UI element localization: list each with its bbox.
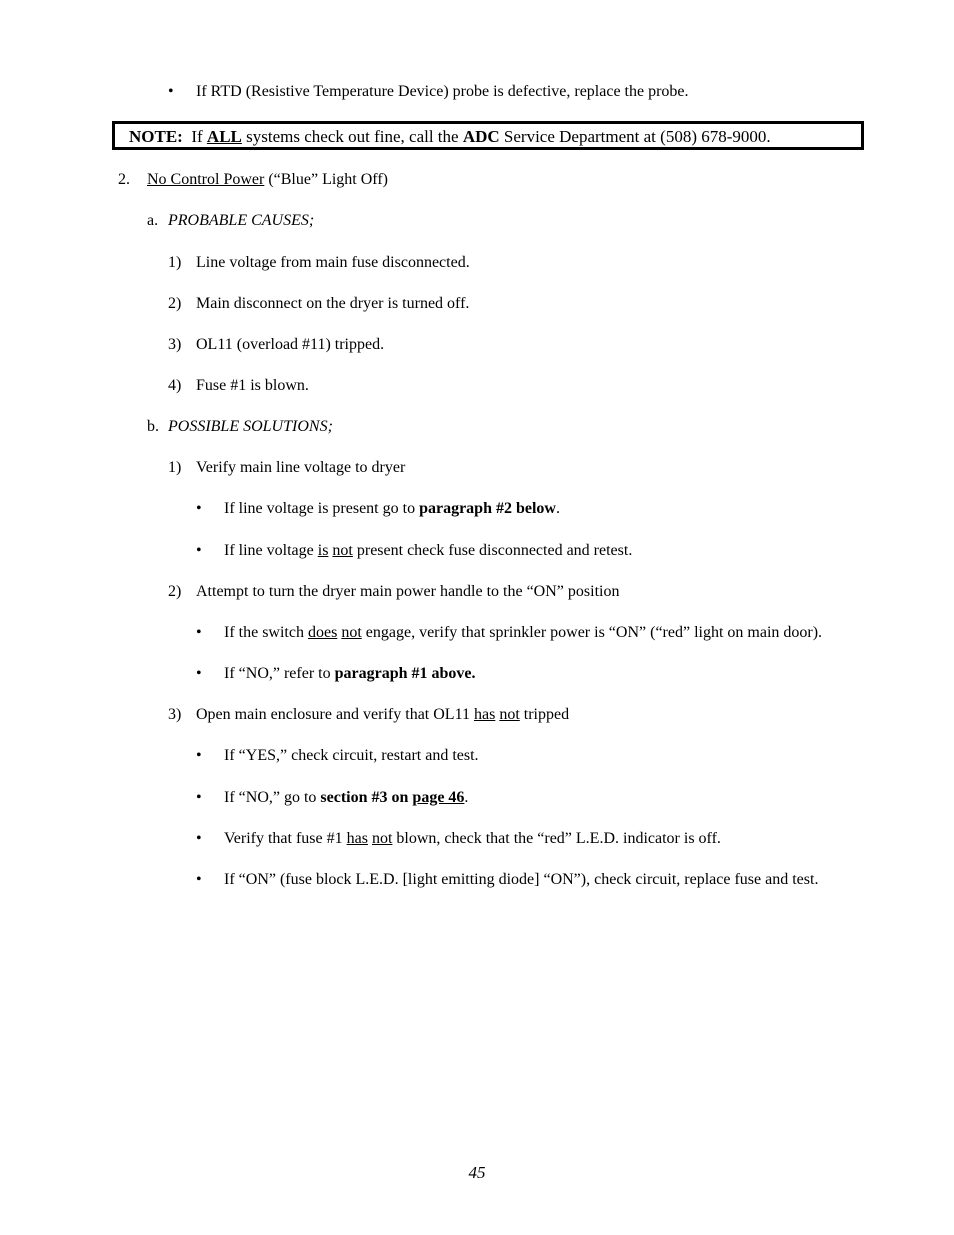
bullet-icon: • — [196, 789, 202, 806]
note-mid: systems check out fine, call the — [246, 127, 459, 146]
solutions-title: POSSIBLE SOLUTIONS; — [168, 418, 333, 435]
causes-title: PROBABLE CAUSES; — [168, 212, 315, 229]
bullet-icon: • — [168, 83, 174, 100]
cause-4-num: 4) — [168, 377, 182, 394]
solution-3-bullet-3: Verify that fuse #1 has not blown, check that the “red” L.E.D. indicator is off. — [224, 830, 721, 847]
note-text — [129, 127, 771, 147]
solution-3-bullet-2: If “NO,” go to section #3 on page 46. — [224, 789, 469, 806]
paragraph-1-ref: paragraph #1 above. — [334, 665, 476, 682]
section-number: 2. — [118, 171, 130, 188]
bullet-icon: • — [196, 747, 202, 764]
solutions-letter: b. — [147, 418, 159, 435]
rtd-probe-bullet: If RTD (Resistive Temperature Device) probe is defective, replace the probe. — [196, 83, 689, 100]
solution-3-text: Open main enclosure and verify that OL11 has not tripped — [196, 706, 570, 723]
solution-3-num: 3) — [168, 706, 182, 723]
solution-1-bullet-2: If line voltage is not present check fuse disconnected and retest. — [224, 542, 633, 559]
section-title — [147, 170, 388, 190]
note-adc: ADC — [462, 127, 500, 146]
bullet-icon: • — [196, 830, 202, 847]
page-46-link[interactable]: page 46 — [412, 789, 465, 806]
cause-3-num: 3) — [168, 336, 182, 353]
cause-3-text: OL11 (overload #11) tripped. — [196, 336, 385, 353]
solution-2-num: 2) — [168, 583, 182, 600]
bullet-icon: • — [196, 624, 202, 641]
solution-1-text: Verify main line voltage to dryer — [196, 459, 406, 476]
cause-2-num: 2) — [168, 295, 182, 312]
cause-2-text: Main disconnect on the dryer is turned off. — [196, 295, 470, 312]
solution-3-bullet-4: If “ON” (fuse block L.E.D. [light emitting diode] “ON”), check circuit, replace fuse and test. — [224, 871, 819, 888]
bullet-icon: • — [196, 871, 202, 888]
solution-2-bullet-1: If the switch does not engage, verify that sprinkler power is “ON” (“red” light on main door). — [224, 624, 823, 641]
section-title-underlined: No Control Power — [147, 171, 265, 188]
section-title-rest: (“Blue” Light Off) — [268, 171, 388, 188]
solution-1-bullet-1: If line voltage is present go to paragraph #2 below. — [224, 500, 560, 517]
cause-1-num: 1) — [168, 254, 182, 271]
cause-1-text: Line voltage from main fuse disconnected. — [196, 254, 470, 271]
cause-4-text: Fuse #1 is blown. — [196, 377, 309, 394]
solution-2-text: Attempt to turn the dryer main power handle to the “ON” position — [196, 583, 620, 600]
note-label: NOTE: — [129, 127, 183, 146]
causes-letter: a. — [147, 212, 159, 229]
page-number: 45 — [468, 1163, 486, 1182]
bullet-icon: • — [196, 665, 202, 682]
bullet-icon: • — [196, 500, 202, 517]
solution-1-num: 1) — [168, 459, 182, 476]
solution-3-bullet-1: If “YES,” check circuit, restart and test. — [224, 747, 479, 764]
note-if: If — [191, 127, 203, 146]
note-box — [112, 121, 864, 150]
bullet-icon: • — [196, 542, 202, 559]
note-rest: Service Department at (508) 678-9000. — [503, 127, 771, 146]
paragraph-2-ref: paragraph #2 below — [419, 500, 556, 517]
note-all: ALL — [206, 127, 242, 146]
solution-2-bullet-2: If “NO,” refer to paragraph #1 above. — [224, 665, 476, 682]
